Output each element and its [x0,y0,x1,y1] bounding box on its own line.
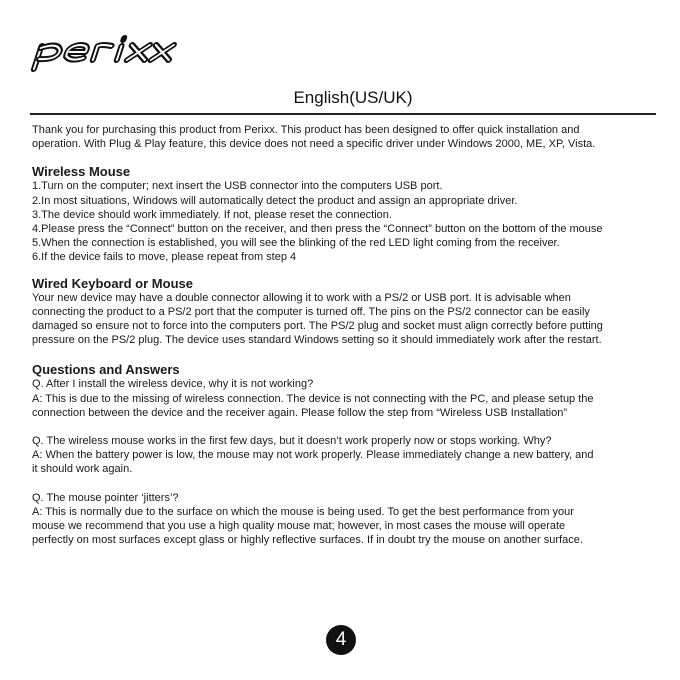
qa-item [32,377,662,420]
qa-answer-line: perfectly on most surfaces except glass or highly reflective surfaces. If in doubt try the mouse on another surface. [32,534,583,547]
qa-answer-line: connection between the device and the receiver again. Please follow the step from “Wireless USB Installation” [32,406,568,419]
wireless-step: 1.Turn on the computer; next insert the USB connector into the computers USB port. [32,180,443,193]
wireless-step: 6.If the device fails to move, please repeat from step 4 [32,251,297,264]
qa-answer-line: it should work again. [32,463,133,476]
wired-section [32,276,662,348]
title-divider [30,113,656,115]
qa-item [32,491,662,548]
qa-question: Q. After I install the wireless device, why it is not working? [32,378,314,391]
intro-line: Thank you for purchasing this product from Perixx. This product has been designed to offer quick installation and [32,124,580,136]
wireless-step: 3.The device should work immediately. If not, please reset the connection. [32,208,392,221]
wired-line: damaged so ensure not to force into the computers port. The PS/2 plug and socket must align correctly before putting [32,320,603,333]
wired-heading: Wired Keyboard or Mouse [32,275,193,291]
wired-line: pressure on the PS/2 plug. The device uses standard Windows setting so it should immediately work after the restart. [32,334,602,347]
perixx-logo-graphic [30,32,202,72]
qa-answer-line: A: This is normally due to the surface on which the mouse is being used. To get the best performance from your [32,505,574,518]
wireless-step: 2.In most situations, Windows will automatically detect the product and assign an appropriate driver. [32,194,518,207]
wireless-step: 5.When the connection is established, you will see the blinking of the red LED light coming from the receiver. [32,237,560,250]
page-number-badge: 4 [326,625,356,655]
qa-question: Q. The wireless mouse works in the first few days, but it doesn’t work properly now or stops working. Why? [32,435,552,448]
language-title: English(US/UK) [293,88,413,107]
qa-question: Q. The mouse pointer ‘jitters’? [32,491,179,504]
qa-spacer [32,420,662,434]
intro-line: operation. With Plug & Play feature, this device does not need a specific driver under Windows 2000, ME, XP, Vista. [32,138,596,151]
perixx-logo [30,32,202,72]
qa-answer-line: A: When the battery power is low, the mouse may not work properly. Please immediately change a new battery, and [32,449,594,462]
manual-content [32,123,662,547]
wired-line: Your new device may have a double connector allowing it to work with a PS/2 or USB port. It is advisable when [32,291,571,304]
wired-line: connecting the product to a PS/2 port that the computer is turned off. The pins on the PS/2 connector can be easily [32,305,590,318]
qa-section [32,362,662,547]
wireless-mouse-section [32,164,662,264]
qa-answer-line: mouse we recommend that you use a high quality mouse mat; however, in most cases the mouse will operate [32,520,566,533]
qa-answer-line: A: This is due to the missing of wireless connection. The device is not connecting with the PC, and please setup the [32,392,594,405]
intro-paragraph [32,123,662,151]
wireless-step: 4.Please press the “Connect” button on the receiver, and then press the “Connect” button on the bottom of the mouse [32,223,603,236]
qa-item [32,434,662,477]
qa-heading: Questions and Answers [32,362,180,378]
qa-spacer [32,477,662,491]
wireless-mouse-heading: Wireless Mouse [32,164,131,180]
